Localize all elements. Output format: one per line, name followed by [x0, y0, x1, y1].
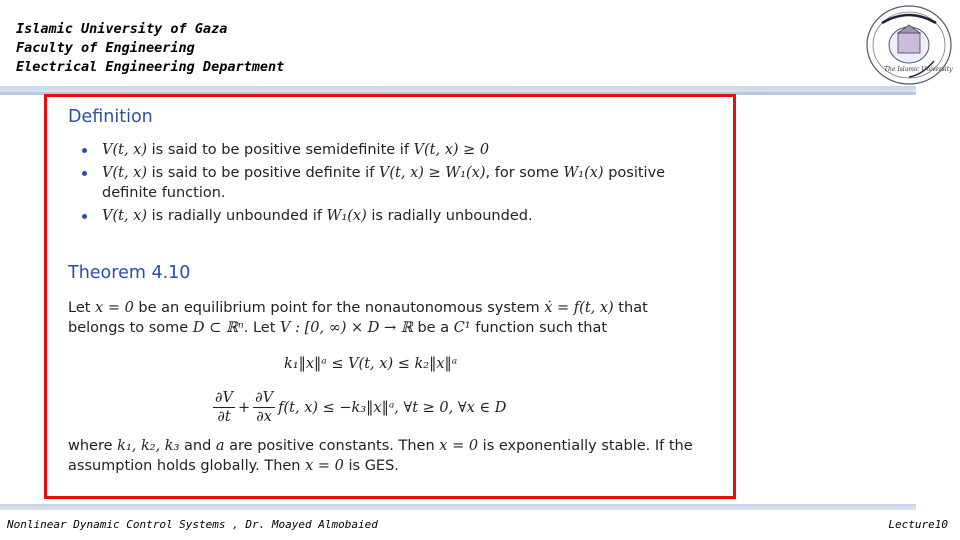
bullet-text: is said to be positive semidefinite if [147, 142, 414, 158]
faculty-name: Faculty of Engineering [16, 40, 195, 56]
theorem-text: that belongs to some [68, 300, 648, 336]
math-expression: V(t, x) ≥ 0 [413, 142, 490, 158]
university-seal-icon [864, 3, 954, 87]
department-name: Electrical Engineering Department [16, 59, 285, 75]
fraction-numerator: ∂V [215, 390, 233, 406]
theorem-text: is exponentially stable. If the assumption holds globally. Then [68, 438, 693, 474]
math-expression: ẋ = f(t, x) [544, 300, 614, 316]
fraction-dv-dx [253, 389, 275, 426]
list-item [68, 140, 718, 160]
fraction-dv-dt [213, 389, 235, 426]
bullet-text: is said to be positive definite if [147, 165, 379, 181]
math-expression: W₁(x) [326, 208, 367, 224]
bullet-icon [82, 214, 87, 219]
math-expression: V(t, x) [102, 165, 148, 181]
theorem-text: be a [412, 320, 454, 336]
theorem-text: be an equilibrium point for the nonautonomous system [133, 300, 545, 316]
math-expression: x = 0 [305, 458, 344, 474]
equation-derivative [210, 389, 506, 426]
theorem-heading: Theorem 4.10 [68, 263, 191, 283]
bullet-text: is radially unbounded if [147, 208, 327, 224]
institution-header [16, 20, 284, 77]
equation-bound: k₁‖x‖ᵃ ≤ V(t, x) ≤ k₂‖x‖ᵃ [284, 356, 458, 372]
definition-list [68, 140, 718, 229]
math-expression: W₁(x) [563, 165, 604, 181]
bullet-text: , for some [485, 165, 564, 181]
theorem-text: where [68, 438, 118, 454]
theorem-text: and [179, 438, 216, 454]
math-expression: x = 0 [95, 300, 134, 316]
math-expression: C¹ [453, 320, 471, 336]
bullet-text: is radially unbounded. [366, 208, 533, 224]
theorem-text: are positive constants. Then [224, 438, 440, 454]
course-footer: Nonlinear Dynamic Control Systems , Dr. Moayed Almobaied [7, 518, 378, 531]
math-expression: V(t, x) [102, 208, 148, 224]
plus-sign: + [237, 399, 251, 416]
bullet-text: positive definite function. [102, 165, 666, 201]
math-expression: V(t, x) ≥ W₁(x) [378, 165, 486, 181]
bullet-icon [82, 148, 87, 153]
svg-text:The Islamic University: The Islamic University [884, 66, 953, 73]
theorem-statement [68, 298, 688, 338]
theorem-text: is GES. [343, 458, 399, 474]
math-expression: f(t, x) ≤ −k₃‖x‖ᵃ, ∀t ≥ 0, ∀x ∈ D [278, 399, 507, 416]
footer-rule [0, 504, 916, 510]
math-expression: V : [0, ∞) × D → ℝ [280, 320, 413, 336]
math-expression: D ⊂ ℝⁿ [192, 320, 244, 336]
definition-heading: Definition [68, 107, 153, 127]
theorem-text: . Let [243, 320, 281, 336]
theorem-text: function such that [470, 320, 608, 336]
math-expression: x = 0 [439, 438, 479, 454]
theorem-text: Let [68, 300, 96, 316]
math-expression: a [215, 438, 225, 454]
math-expression: k₁, k₂, k₃ [117, 438, 180, 454]
lecture-number: Lecture10 [888, 518, 948, 531]
math-expression: V(t, x) [102, 142, 148, 158]
university-name: Islamic University of Gaza [16, 21, 228, 37]
list-item [68, 163, 718, 203]
fraction-denominator: ∂t [217, 409, 231, 425]
bullet-icon [82, 171, 87, 176]
theorem-conclusion [68, 436, 708, 476]
fraction-numerator: ∂V [255, 390, 274, 406]
fraction-denominator: ∂x [256, 409, 272, 425]
list-item [68, 206, 718, 226]
